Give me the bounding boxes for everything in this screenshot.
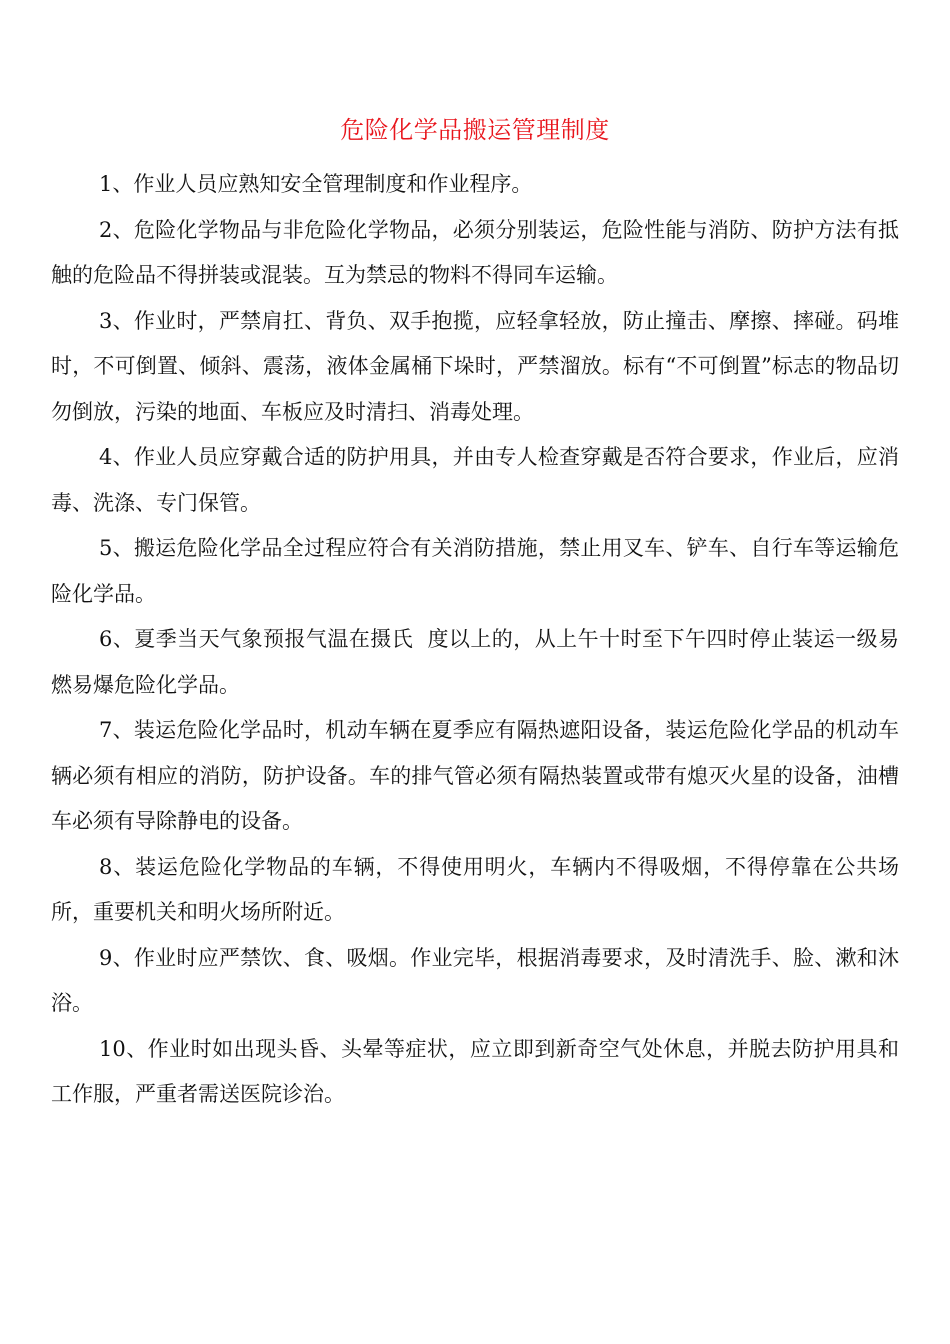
paragraph-5: 5、搬运危险化学品全过程应符合有关消防措施，禁止用叉车、铲车、自行车等运输危险化学品。: [51, 536, 899, 606]
paragraph-6: 6、夏季当天气象预报气温在摄氏 度以上的，从上午十时至下午四时停止装运一级易燃易爆危险化学品。: [51, 627, 899, 697]
document-title: 危险化学品搬运管理制度: [340, 116, 610, 144]
paragraph-4: 4、作业人员应穿戴合适的防护用具，并由专人检查穿戴是否符合要求，作业后，应消毒、洗涤、专门保管。: [51, 445, 899, 515]
paragraph-9: 9、作业时应严禁饮、食、吸烟。作业完毕，根据消毒要求，及时清洗手、脸、漱和沐浴。: [51, 945, 899, 1015]
paragraph-1: 1、作业人员应熟知安全管理制度和作业程序。: [99, 172, 533, 196]
paragraph-7: 7、装运危险化学品时，机动车辆在夏季应有隔热遮阳设备，装运危险化学品的机动车辆必须有相应的消防，防护设备。车的排气管必须有隔热装置或带有熄灭火星的设备，油槽车必须有导除静电的设备。: [51, 718, 899, 833]
paragraph-2: 2、危险化学物品与非危险化学物品，必须分别装运，危险性能与消防、防护方法有抵触的危险品不得拼装或混装。互为禁忌的物料不得同车运输。: [51, 217, 899, 287]
paragraph-3: 3、作业时，严禁肩扛、背负、双手抱揽，应轻拿轻放，防止撞击、摩擦、摔碰。码堆时，不可倒置、倾斜、震荡，液体金属桶下垛时，严禁溜放。标有“不可倒置”标志的物品切勿倒放，污染的地面、车板应及时清扫、消毒处理。: [51, 308, 899, 424]
document-body: [51, 162, 899, 1118]
paragraph-8: 8、装运危险化学物品的车辆，不得使用明火，车辆内不得吸烟，不得停靠在公共场所，重要机关和明火场所附近。: [51, 854, 899, 924]
paragraph-10: 10、作业时如出现头昏、头晕等症状，应立即到新奇空气处休息，并脱去防护用具和工作服，严重者需送医院诊治。: [51, 1036, 899, 1106]
